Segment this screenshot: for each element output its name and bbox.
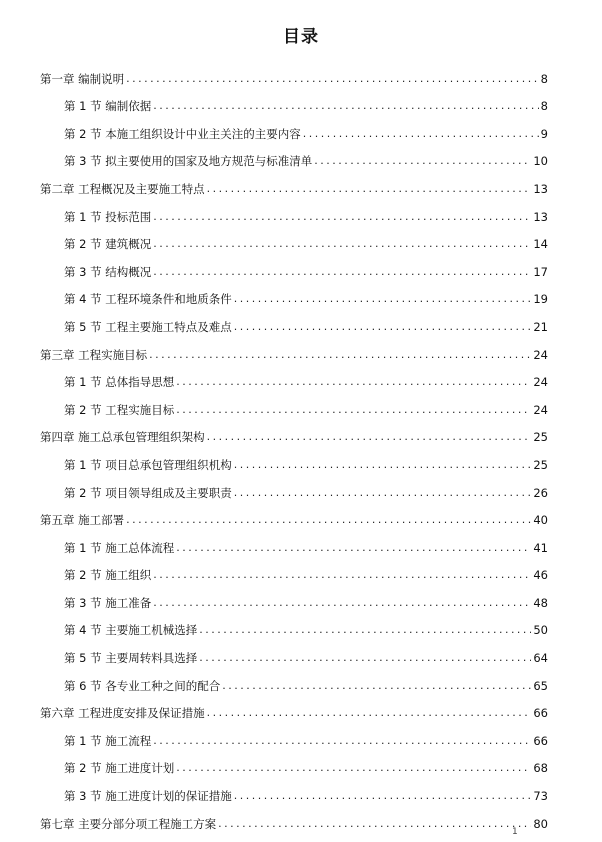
- toc-section-entry[interactable]: [40, 472, 548, 500]
- toc-entry-page: 24: [533, 375, 548, 390]
- toc-chapter-entry[interactable]: [40, 417, 548, 445]
- toc-entry-title: 第七章 主要分部分项工程施工方案: [40, 816, 217, 831]
- toc-entry-page: 13: [533, 209, 548, 224]
- toc-section-entry[interactable]: [40, 279, 548, 307]
- toc-entry-title: 第 2 节 建筑概况: [64, 237, 152, 252]
- toc-entry-title: 第 4 节 主要施工机械选择: [64, 623, 198, 638]
- toc-chapter-entry[interactable]: [40, 168, 548, 196]
- toc-dot-leader: [234, 789, 532, 803]
- page-number: 1: [512, 827, 518, 837]
- toc-entry-title: 第三章 工程实施目标: [40, 347, 148, 362]
- toc-entry-page: 65: [533, 678, 548, 693]
- toc-section-entry[interactable]: [40, 141, 548, 169]
- toc-dot-leader: [126, 513, 531, 527]
- toc-dot-leader: [218, 817, 531, 831]
- toc-dot-leader: [153, 568, 531, 582]
- toc-entry-page: 17: [533, 264, 548, 279]
- toc-entry-page: 41: [533, 540, 548, 555]
- toc-dot-leader: [153, 596, 531, 610]
- toc-entry-title: 第 1 节 施工流程: [64, 733, 152, 748]
- toc-entry-title: 第 6 节 各专业工种之间的配合: [64, 678, 221, 693]
- toc-dot-leader: [199, 623, 531, 637]
- toc-dot-leader: [234, 320, 532, 334]
- toc-entry-page: 24: [533, 402, 548, 417]
- toc-dot-leader: [176, 761, 531, 775]
- toc-dot-leader: [153, 734, 531, 748]
- toc-entry-page: 64: [533, 651, 548, 666]
- toc-section-entry[interactable]: [40, 444, 548, 472]
- toc-section-entry[interactable]: [40, 389, 548, 417]
- toc-entry-page: 40: [533, 513, 548, 528]
- toc-dot-leader: [234, 292, 532, 306]
- toc-entry-title: 第 1 节 施工总体流程: [64, 540, 175, 555]
- toc-entry-page: 19: [533, 292, 548, 307]
- toc-section-entry[interactable]: [40, 251, 548, 279]
- toc-entry-page: 48: [533, 595, 548, 610]
- toc-dot-leader: [153, 237, 531, 251]
- toc-entry-title: 第 3 节 拟主要使用的国家及地方规范与标准清单: [64, 154, 313, 169]
- toc-entry-title: 第 4 节 工程环境条件和地质条件: [64, 292, 232, 307]
- toc-entry-title: 第 2 节 施工组织: [64, 568, 152, 583]
- toc-section-entry[interactable]: [40, 775, 548, 803]
- toc-dot-leader: [153, 99, 538, 113]
- toc-section-entry[interactable]: [40, 582, 548, 610]
- toc-dot-leader: [176, 375, 531, 389]
- toc-entry-title: 第 2 节 工程实施目标: [64, 402, 175, 417]
- toc-dot-leader: [176, 541, 531, 555]
- toc-chapter-entry[interactable]: [40, 58, 548, 86]
- toc-dot-leader: [176, 403, 531, 417]
- toc-entry-page: 66: [533, 706, 548, 721]
- toc-section-entry[interactable]: [40, 555, 548, 583]
- toc-dot-leader: [149, 348, 531, 362]
- toc-section-entry[interactable]: [40, 527, 548, 555]
- toc-section-entry[interactable]: [40, 720, 548, 748]
- toc-section-entry[interactable]: [40, 196, 548, 224]
- toc-dot-leader: [126, 72, 539, 86]
- toc-entry-page: 46: [533, 568, 548, 583]
- toc-entry-page: 9: [540, 126, 548, 141]
- toc-entry-title: 第四章 施工总承包管理组织架构: [40, 430, 205, 445]
- toc-section-entry[interactable]: [40, 113, 548, 141]
- toc-chapter-entry[interactable]: [40, 334, 548, 362]
- toc-entry-page: 21: [533, 319, 548, 334]
- toc-entry-title: 第五章 施工部署: [40, 513, 125, 528]
- toc-entry-title: 第二章 工程概况及主要施工特点: [40, 181, 205, 196]
- toc-section-entry[interactable]: [40, 86, 548, 114]
- table-of-contents: [40, 58, 548, 831]
- toc-entry-page: 10: [533, 154, 548, 169]
- toc-entry-title: 第一章 编制说明: [40, 71, 125, 86]
- toc-section-entry[interactable]: [40, 748, 548, 776]
- toc-entry-title: 第 5 节 工程主要施工特点及难点: [64, 319, 232, 334]
- toc-chapter-entry[interactable]: [40, 693, 548, 721]
- toc-dot-leader: [199, 651, 531, 665]
- toc-entry-title: 第 3 节 结构概况: [64, 264, 152, 279]
- toc-entry-title: 第 2 节 项目领导组成及主要职责: [64, 485, 232, 500]
- toc-section-entry[interactable]: [40, 224, 548, 252]
- toc-entry-page: 24: [533, 347, 548, 362]
- toc-entry-title: 第 3 节 施工准备: [64, 595, 152, 610]
- toc-entry-page: 66: [533, 733, 548, 748]
- toc-dot-leader: [303, 127, 539, 141]
- toc-entry-title: 第 1 节 项目总承包管理组织机构: [64, 457, 232, 472]
- toc-entry-title: 第六章 工程进度安排及保证措施: [40, 706, 205, 721]
- toc-chapter-entry[interactable]: [40, 803, 548, 831]
- toc-dot-leader: [234, 486, 532, 500]
- toc-entry-page: 68: [533, 761, 548, 776]
- toc-dot-leader: [153, 265, 531, 279]
- toc-entry-page: 8: [540, 99, 548, 114]
- toc-entry-page: 26: [533, 485, 548, 500]
- toc-entry-title: 第 1 节 编制依据: [64, 99, 152, 114]
- toc-section-entry[interactable]: [40, 610, 548, 638]
- toc-entry-title: 第 2 节 施工进度计划: [64, 761, 175, 776]
- toc-entry-page: 73: [533, 789, 548, 804]
- toc-entry-page: 25: [533, 430, 548, 445]
- toc-entry-page: 8: [540, 71, 548, 86]
- toc-section-entry[interactable]: [40, 637, 548, 665]
- page-title: 目录: [283, 27, 319, 47]
- toc-entry-title: 第 2 节 本施工组织设计中业主关注的主要内容: [64, 126, 301, 141]
- toc-dot-leader: [153, 210, 531, 224]
- toc-chapter-entry[interactable]: [40, 500, 548, 528]
- toc-entry-page: 25: [533, 457, 548, 472]
- toc-dot-leader: [314, 154, 531, 168]
- toc-dot-leader: [207, 430, 532, 444]
- toc-entry-page: 13: [533, 181, 548, 196]
- toc-section-entry[interactable]: [40, 306, 548, 334]
- toc-section-entry[interactable]: [40, 665, 548, 693]
- toc-dot-leader: [222, 679, 531, 693]
- toc-entry-page: 14: [533, 237, 548, 252]
- toc-dot-leader: [207, 706, 532, 720]
- toc-entry-title: 第 3 节 施工进度计划的保证措施: [64, 789, 232, 804]
- toc-dot-leader: [234, 458, 532, 472]
- toc-entry-page: 80: [533, 816, 548, 831]
- toc-entry-title: 第 5 节 主要周转料具选择: [64, 651, 198, 666]
- toc-entry-title: 第 1 节 投标范围: [64, 209, 152, 224]
- toc-section-entry[interactable]: [40, 362, 548, 390]
- toc-entry-page: 50: [533, 623, 548, 638]
- toc-dot-leader: [207, 182, 532, 196]
- toc-entry-title: 第 1 节 总体指导思想: [64, 375, 175, 390]
